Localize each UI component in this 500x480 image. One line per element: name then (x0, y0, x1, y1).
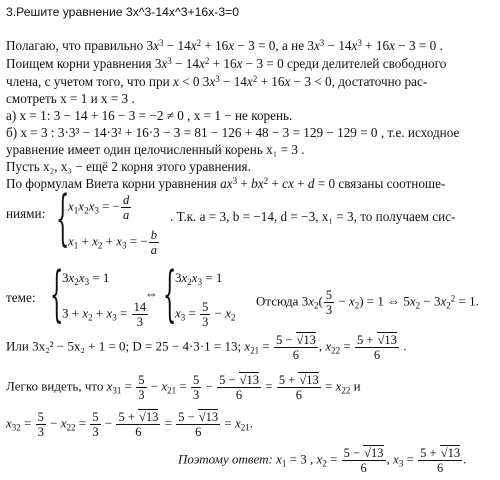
case-b-line: б) x = 3 : 3·3³ − 14·3² + 16·3 − 3 = 81 − 126 + 48 − 3 = 129 − 129 = 0 , т.е. исходное (6, 125, 460, 140)
vieta-line: . Т.к. a = 3, b = −14, d = −3, x₁ = 3, то получаем сис- (170, 209, 456, 224)
tema-label: теме: (6, 290, 36, 305)
paragraph-line: Полагаю, что правильно $3x^3 - 14x^2 + 16x - 3 = 0$, а не $3x^3 - 14x^3 + 16x - 3 = 0$ . (6, 38, 443, 53)
answer-line: Поэтому ответ: $x_1 = 3$ , $x_2$ = $\frac{5 - √13}{6}$ , $x_3$ = $\frac{5 + √13}{6}$ . (178, 446, 467, 475)
paragraph-line: члена, с учетом того, что при x < 0 $3x^3 - 14x^2 + 16x - 3 < 0$, достаточно рас- (6, 74, 428, 89)
system-brace: { (50, 259, 64, 329)
system-eq: $x_1 + x_2 + x_3$ = − $\frac{b}{a}$ (68, 228, 157, 257)
case-b-line: уравнение имеет один целочисленный корень x₁ = 3 . (6, 142, 305, 157)
equiv-sign: ⇔ (145, 286, 158, 301)
quadratic-line: Или 3x₂² − 5x₂ + 1 = 0; D = 25 − 4·3·1 = 13; $x_{21}$ = $\frac{5 - √13}{6}$ , $x_{22}$ = $\frac{5 + √13}{6}$ . (6, 333, 407, 362)
check-line: Легко видеть, что $x_{31}$ = $\frac{5}{3}$ − $x_{21}$ = $\frac{5}{3}$ − $\frac{5 - √13}{6}$ = $\frac{5 + √13}{6}$ = $x_{22}$ и (6, 373, 361, 402)
paragraph-line: Поищем корни уравнения $3x^3 - 14x^2 + 16x - 3 = 0$ среди делителей свободного (6, 56, 447, 71)
system-eq: $3 + x_2 + x_3$ = $\frac{14}{3}$ (62, 300, 147, 329)
system-eq: $x_1x_2x_3$ = − $\frac{d}{a}$ (68, 193, 130, 222)
otsyuda-line: Отсюда $3x_2$( $\frac{5}{3}$ − $x_2) = 1$ ⇔ $5x_2 - 3x_2^2 = 1$. (256, 288, 479, 317)
case-a-line: а) x = 1: 3 − 14 + 16 − 3 = −2 ≠ 0 , x = 1 − не корень. (6, 108, 293, 123)
system-eq: $x_3$ = $\frac{5}{3}$ − $x_2$ (175, 300, 236, 329)
check-line: $x_{32}$ = $\frac{5}{3}$ − $x_{22}$ = $\frac{5}{3}$ − $\frac{5 + √13}{6}$ = $\frac{5 - √13}{6}$ = $x_{21}$. (6, 410, 254, 439)
vieta-label: ниями: (6, 206, 46, 221)
paragraph-line: смотреть x = 1 и x = 3 . (6, 91, 135, 106)
let-line: Пусть x₂, x₃ − ещё 2 корня этого уравнения. (6, 159, 251, 174)
system-eq: $3x_2x_3 = 1$ (175, 270, 223, 287)
vieta-line: По формулам Виета корни уравнения $ax^3 + bx^2$ + cx + d = 0 связаны соотноше- (6, 176, 446, 191)
system-eq: $3x_2x_3 = 1$ (62, 270, 110, 287)
system-brace: { (56, 183, 70, 253)
problem-title: 3.Решите уравнение 3x^3-14x^3+16x-3=0 (6, 5, 240, 19)
system-brace: { (163, 259, 177, 329)
